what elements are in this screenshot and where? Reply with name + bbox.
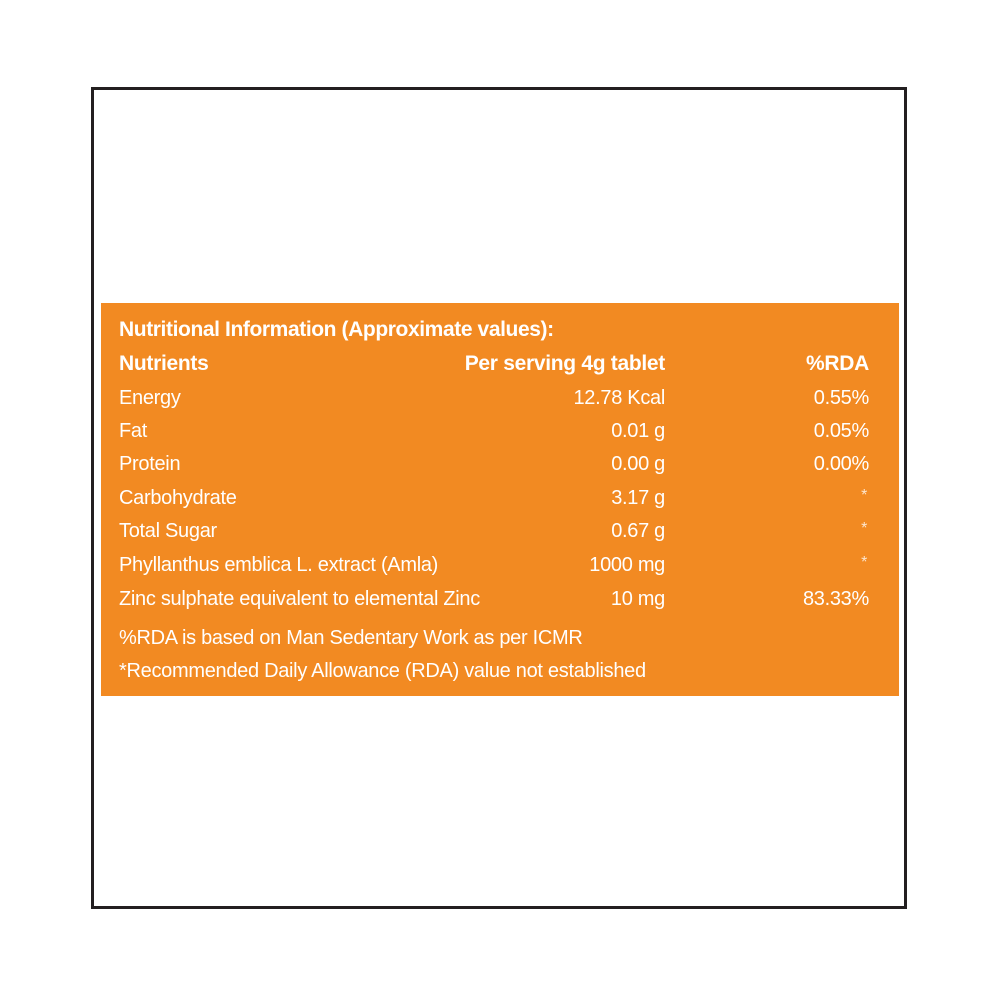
rda-value: 0.55% (813, 387, 869, 409)
nutrient-name: Phyllanthus emblica L. extract (Amla) (119, 554, 439, 576)
panel-title: Nutritional Information (Approximate values): (119, 318, 554, 341)
rda-value: * (861, 520, 867, 537)
nutrition-panel (101, 303, 899, 696)
serving-value: 0.01 g (611, 420, 665, 442)
rda-value: * (861, 487, 867, 504)
table-row (119, 453, 871, 483)
nutrient-name: Protein (119, 453, 181, 475)
table-row (119, 387, 871, 417)
serving-value: 3.17 g (611, 487, 665, 509)
serving-value: 12.78 Kcal (573, 387, 665, 409)
serving-value: 0.67 g (611, 520, 665, 542)
rda-value: 83.33% (802, 588, 869, 610)
nutrient-name: Total Sugar (119, 520, 217, 542)
table-row (119, 520, 871, 550)
column-header-serving: Per serving 4g tablet (464, 352, 665, 375)
table-row (119, 487, 871, 517)
table-row (119, 554, 871, 584)
nutrient-name: Zinc sulphate equivalent to elemental Zinc (119, 588, 480, 610)
nutrient-name: Fat (119, 420, 147, 442)
rda-value: 0.00% (813, 453, 869, 475)
column-header-rda: %RDA (806, 352, 869, 375)
nutrient-name: Energy (119, 387, 181, 409)
rda-basis-note: %RDA is based on Man Sedentary Work as per ICMR (119, 627, 583, 649)
serving-value: 0.00 g (611, 453, 665, 475)
rda-value: 0.05% (813, 420, 869, 442)
table-row (119, 420, 871, 450)
serving-value: 10 mg (610, 588, 665, 610)
serving-value: 1000 mg (589, 554, 665, 576)
column-header-nutrients: Nutrients (119, 352, 209, 375)
rda-value: * (861, 554, 867, 571)
table-header-row (119, 352, 871, 382)
table-row (119, 588, 871, 618)
nutrient-name: Carbohydrate (119, 487, 237, 509)
rda-not-established-note: *Recommended Daily Allowance (RDA) value not established (119, 660, 646, 682)
